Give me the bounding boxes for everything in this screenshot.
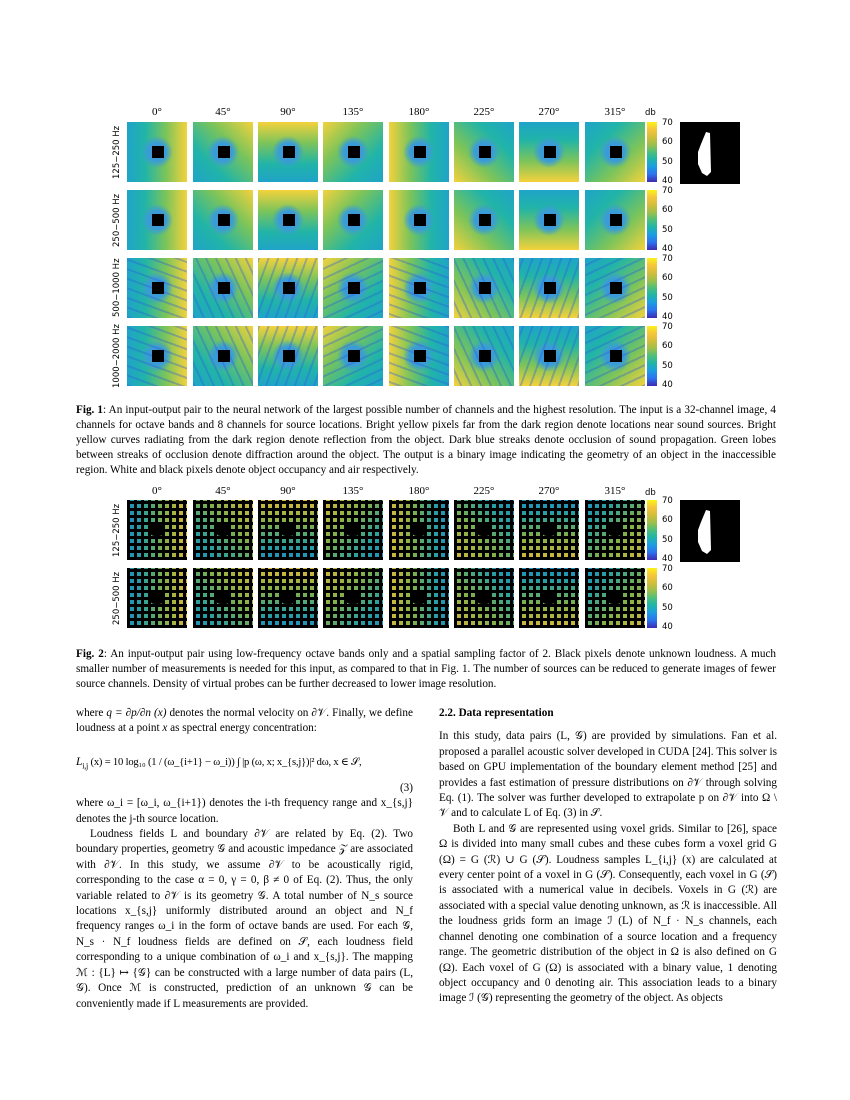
fig1-colorbar-tick: 70 — [662, 254, 673, 264]
fig1-colorbar-tick: 50 — [662, 360, 673, 371]
left-para-1 — [76, 706, 413, 737]
fig1-colorbar-tick: 50 — [662, 156, 673, 167]
fig2-object-mask — [149, 522, 165, 536]
fig1-colorbar-tick: 70 — [662, 322, 673, 332]
fig1-row-label-3: 500−1000 Hz — [112, 258, 122, 318]
fig2-object-mask — [541, 590, 557, 604]
section-heading: 2.2. Data representation — [439, 707, 554, 719]
fig2-caption-label: Fig. 2 — [76, 648, 104, 660]
eq-body: (x) = 10 log₁₀ (1 / (ω_{i+1} − ω_i)) ∫ |p (ω, x; x_{s,j})|² dω, x ∈ 𝒮, — [88, 756, 362, 768]
fig2-angle-0: 0° — [152, 485, 162, 497]
fig1-colorbar-tick: 60 — [662, 205, 673, 216]
fig2-heatmap-tile — [258, 500, 318, 560]
fig2-colorbar-tick: 50 — [662, 602, 673, 613]
fig1-colorbar-tick: 40 — [662, 311, 673, 322]
fig1-angle-90: 90° — [280, 106, 296, 118]
fig2-object-mask — [149, 590, 165, 604]
right-para-2: Both L and 𝒢 are represented using voxel grids. Similar to [26], space Ω is divided into many small cubes and these cubes form a voxel grid G (Ω) = G (ℛ) ∪ G (𝒮). Loudness samples L_{i,j} (x) are calculated at every center point of a voxel in G (𝒮). Consequently, each voxel in G (𝒮) is associated with a numerical value in decibels. Voxels in G (ℛ) are associated with a special value denoting unknown, as ℛ is inaccessible. All the loudness grids form an image ℐ (L) of N_f · N_s channels, each channel denoting one combination of a source location and a frequency range. The geometric distribution of the object in Ω is also defined on G (Ω). Each voxel of G (Ω) is associated with a binary value, 1 denoting object occupancy and 0 denoting air. This association leads to a binary image ℐ (𝒢) representing the geometry of the object. As objects — [439, 822, 777, 1005]
fig2-output-geometry-image — [680, 500, 740, 562]
fig1-colorbar-unit: db — [645, 108, 656, 118]
eq-sub: i,j — [82, 761, 89, 771]
fig2-heatmap-tile — [585, 568, 645, 628]
fig1-angle-135: 135° — [342, 106, 364, 118]
fig2-colorbar-tick: 40 — [662, 553, 673, 564]
fig2-row-label-1: 125−250 Hz — [112, 503, 122, 557]
fig2-object-mask — [280, 522, 296, 536]
fig2-heatmap-tile — [193, 500, 253, 560]
fig2-angle-225: 225° — [473, 485, 495, 497]
fig2-object-mask — [215, 590, 231, 604]
fig2-colorbar-1 — [647, 500, 657, 560]
fig1-row-label-1: 125−250 Hz — [112, 125, 122, 179]
fig1-row-label-4: 1000−2000 Hz — [112, 324, 122, 388]
fig2-object-mask — [541, 522, 557, 536]
left-p1-e: as spectral energy concentration: — [167, 722, 317, 735]
fig1-colorbar-tick: 40 — [662, 175, 673, 186]
fig2-object-mask — [411, 522, 427, 536]
left-p1-b: q = ∂p/∂n (x) — [106, 707, 167, 719]
fig2-colorbar-tick: 60 — [662, 515, 673, 526]
fig2-object-mask — [411, 590, 427, 604]
fig1-colorbar-tick: 50 — [662, 292, 673, 303]
left-para-3: Loudness fields L and boundary ∂𝒱 are related by Eq. (2). Two boundary properties, geometry 𝒢 and acoustic impedance 𝒵 are associated with ∂𝒱. In this study, we assume ∂𝒱 to be acoustically rigid, corresponding to the case α = 0, γ = 0, β ≠ 0 of Eq. (2). Thus, the only variable related to ∂𝒱 is its geometry 𝒢. A total number of N_s source locations x_{s,j} uniformly distributed around an object and N_f frequency ranges ω_i in the form of octave bands are used. For each 𝒢, N_s · N_f loudness fields are defined on 𝒮, each loudness field corresponding to a unique combination of ω_i and x_{s,j}. The mapping ℳ : {L} ↦ {𝒢} can be constructed with a large number of data pairs (L, 𝒢). Once ℳ is constructed, prediction of an unknown 𝒢 can be conveniently made if L measurements are provided. — [76, 828, 413, 1010]
fig1-angle-315: 315° — [604, 106, 626, 118]
fig2-colorbar-tick: 50 — [662, 534, 673, 545]
fig2-heatmap-tile — [454, 568, 514, 628]
fig2-colorbar-tick: 70 — [662, 564, 673, 574]
fig1-colorbar-tick: 50 — [662, 224, 673, 235]
fig1-angle-0: 0° — [152, 106, 162, 118]
fig2-colorbar-tick: 70 — [662, 496, 673, 506]
eq-number: (3) — [399, 781, 413, 794]
fig2-object-mask — [215, 522, 231, 536]
fig2-colorbar-tick: 40 — [662, 621, 673, 632]
eq-lhs: L — [76, 755, 83, 768]
fig1-row-label-2: 250−500 Hz — [112, 193, 122, 247]
right-para-1: In this study, data pairs (L, 𝒢) are provided by simulations. Fan et al. proposed a parallel acoustic solver developed in CUDA [24]. This solver is based on GPU implementation of the boundary element method [25] and provides a fast estimation of pressure distributions on ∂𝒱 through solving Eq. (1). The solver was further developed to extrapolate p on ∂𝒱 into Ω \ 𝒱 and to calculate L of Eq. (3) in 𝒮. — [439, 730, 777, 820]
fig2-object-mask — [607, 522, 623, 536]
fig1-colorbar-tick: 40 — [662, 379, 673, 390]
fig2-object-mask — [345, 590, 361, 604]
fig2-heatmap-tile — [519, 568, 579, 628]
left-p1-a: where — [76, 707, 107, 719]
fig2-heatmap-tile — [389, 568, 449, 628]
fig2-heatmap-tile — [389, 500, 449, 560]
fig1-angle-225: 225° — [473, 106, 495, 118]
fig2-angle-90: 90° — [280, 485, 296, 497]
fig2-angle-135: 135° — [342, 485, 364, 497]
fig1-colorbar-tick: 60 — [662, 341, 673, 352]
fig2-angle-45: 45° — [215, 485, 231, 497]
fig2-heatmap-tile — [585, 500, 645, 560]
fig2-object-mask — [476, 522, 492, 536]
fig2-heatmap-tile — [323, 500, 383, 560]
fig2-heatmap-tile — [193, 568, 253, 628]
fig1-colorbar-tick: 70 — [662, 186, 673, 196]
fig2-heatmap-tile — [127, 500, 187, 560]
fig1-caption-text: : An input-output pair to the neural network of the largest possible number of channels and the highest resolution. The input is a 32-channel image, 4 channels for octave bands and 8 channels for source locations. Bright yellow pixels far from the dark region denote locations near sound sources. Bright yellow curves radiating from the dark region denote reflection from the object. Dark blue streaks denote occlusion of sound propagation. Green lobes between streaks of occlusion denote diffraction around the object. The output is a binary image indicating the geometry of an object in the inaccessible region. White and black pixels denote object occupancy and air respectively. — [76, 404, 776, 476]
fig1-angle-180: 180° — [408, 106, 430, 118]
fig2-object-mask — [280, 590, 296, 604]
fig1-colorbar-tick: 60 — [662, 137, 673, 148]
fig2-colorbar-tick: 60 — [662, 583, 673, 594]
left-para-2: where ω_i = [ω_i, ω_{i+1}) denotes the i-th frequency range and x_{s,j} denotes the j-th source location. — [76, 797, 413, 825]
fig2-caption-text: : An input-output pair using low-frequency octave bands only and a spatial sampling factor of 2. Black pixels denote unknown loudness. A much smaller number of measurements is needed for this input, as compared to that in Fig. 1. The number of sources can be reduced to generate images of fewer source channels. Density of virtual probes can be further decreased to lower image resolution. — [76, 648, 777, 690]
fig2-caption — [76, 647, 776, 692]
right-column — [439, 706, 777, 1007]
fig2-angle-315: 315° — [604, 485, 626, 497]
fig1-angle-270: 270° — [538, 106, 560, 118]
fig2-heatmap-tile — [127, 568, 187, 628]
fig2-colorbar-2 — [647, 568, 657, 628]
fig1-colorbar-tick: 60 — [662, 273, 673, 284]
fig2-angle-180: 180° — [408, 485, 430, 497]
fig1-colorbar-tick: 70 — [662, 118, 673, 128]
equation-3 — [76, 747, 413, 781]
left-p1-d: x — [162, 722, 168, 735]
fig2-row-label-2: 250−500 Hz — [112, 571, 122, 625]
fig2-object-mask — [607, 590, 623, 604]
fig2-heatmap-tile — [454, 500, 514, 560]
fig2-object-mask — [345, 522, 361, 536]
fig2-heatmap-tile — [519, 500, 579, 560]
left-column — [76, 706, 413, 1012]
fig2-object-mask — [476, 590, 492, 604]
fig2-heatmap-tile — [258, 568, 318, 628]
fig2-colorbar-unit: db — [645, 488, 656, 498]
fig1-caption-label: Fig. 1 — [76, 404, 104, 416]
fig1-angle-45: 45° — [215, 106, 231, 118]
left-p1-c: denotes the normal velocity on ∂𝒱. Finally, we define loudness at a point — [76, 707, 413, 735]
fig2-heatmap-tile — [323, 568, 383, 628]
fig1-colorbar-tick: 40 — [662, 243, 673, 254]
fig2-angle-270: 270° — [538, 485, 560, 497]
fig2-angle-labels — [0, 485, 850, 499]
